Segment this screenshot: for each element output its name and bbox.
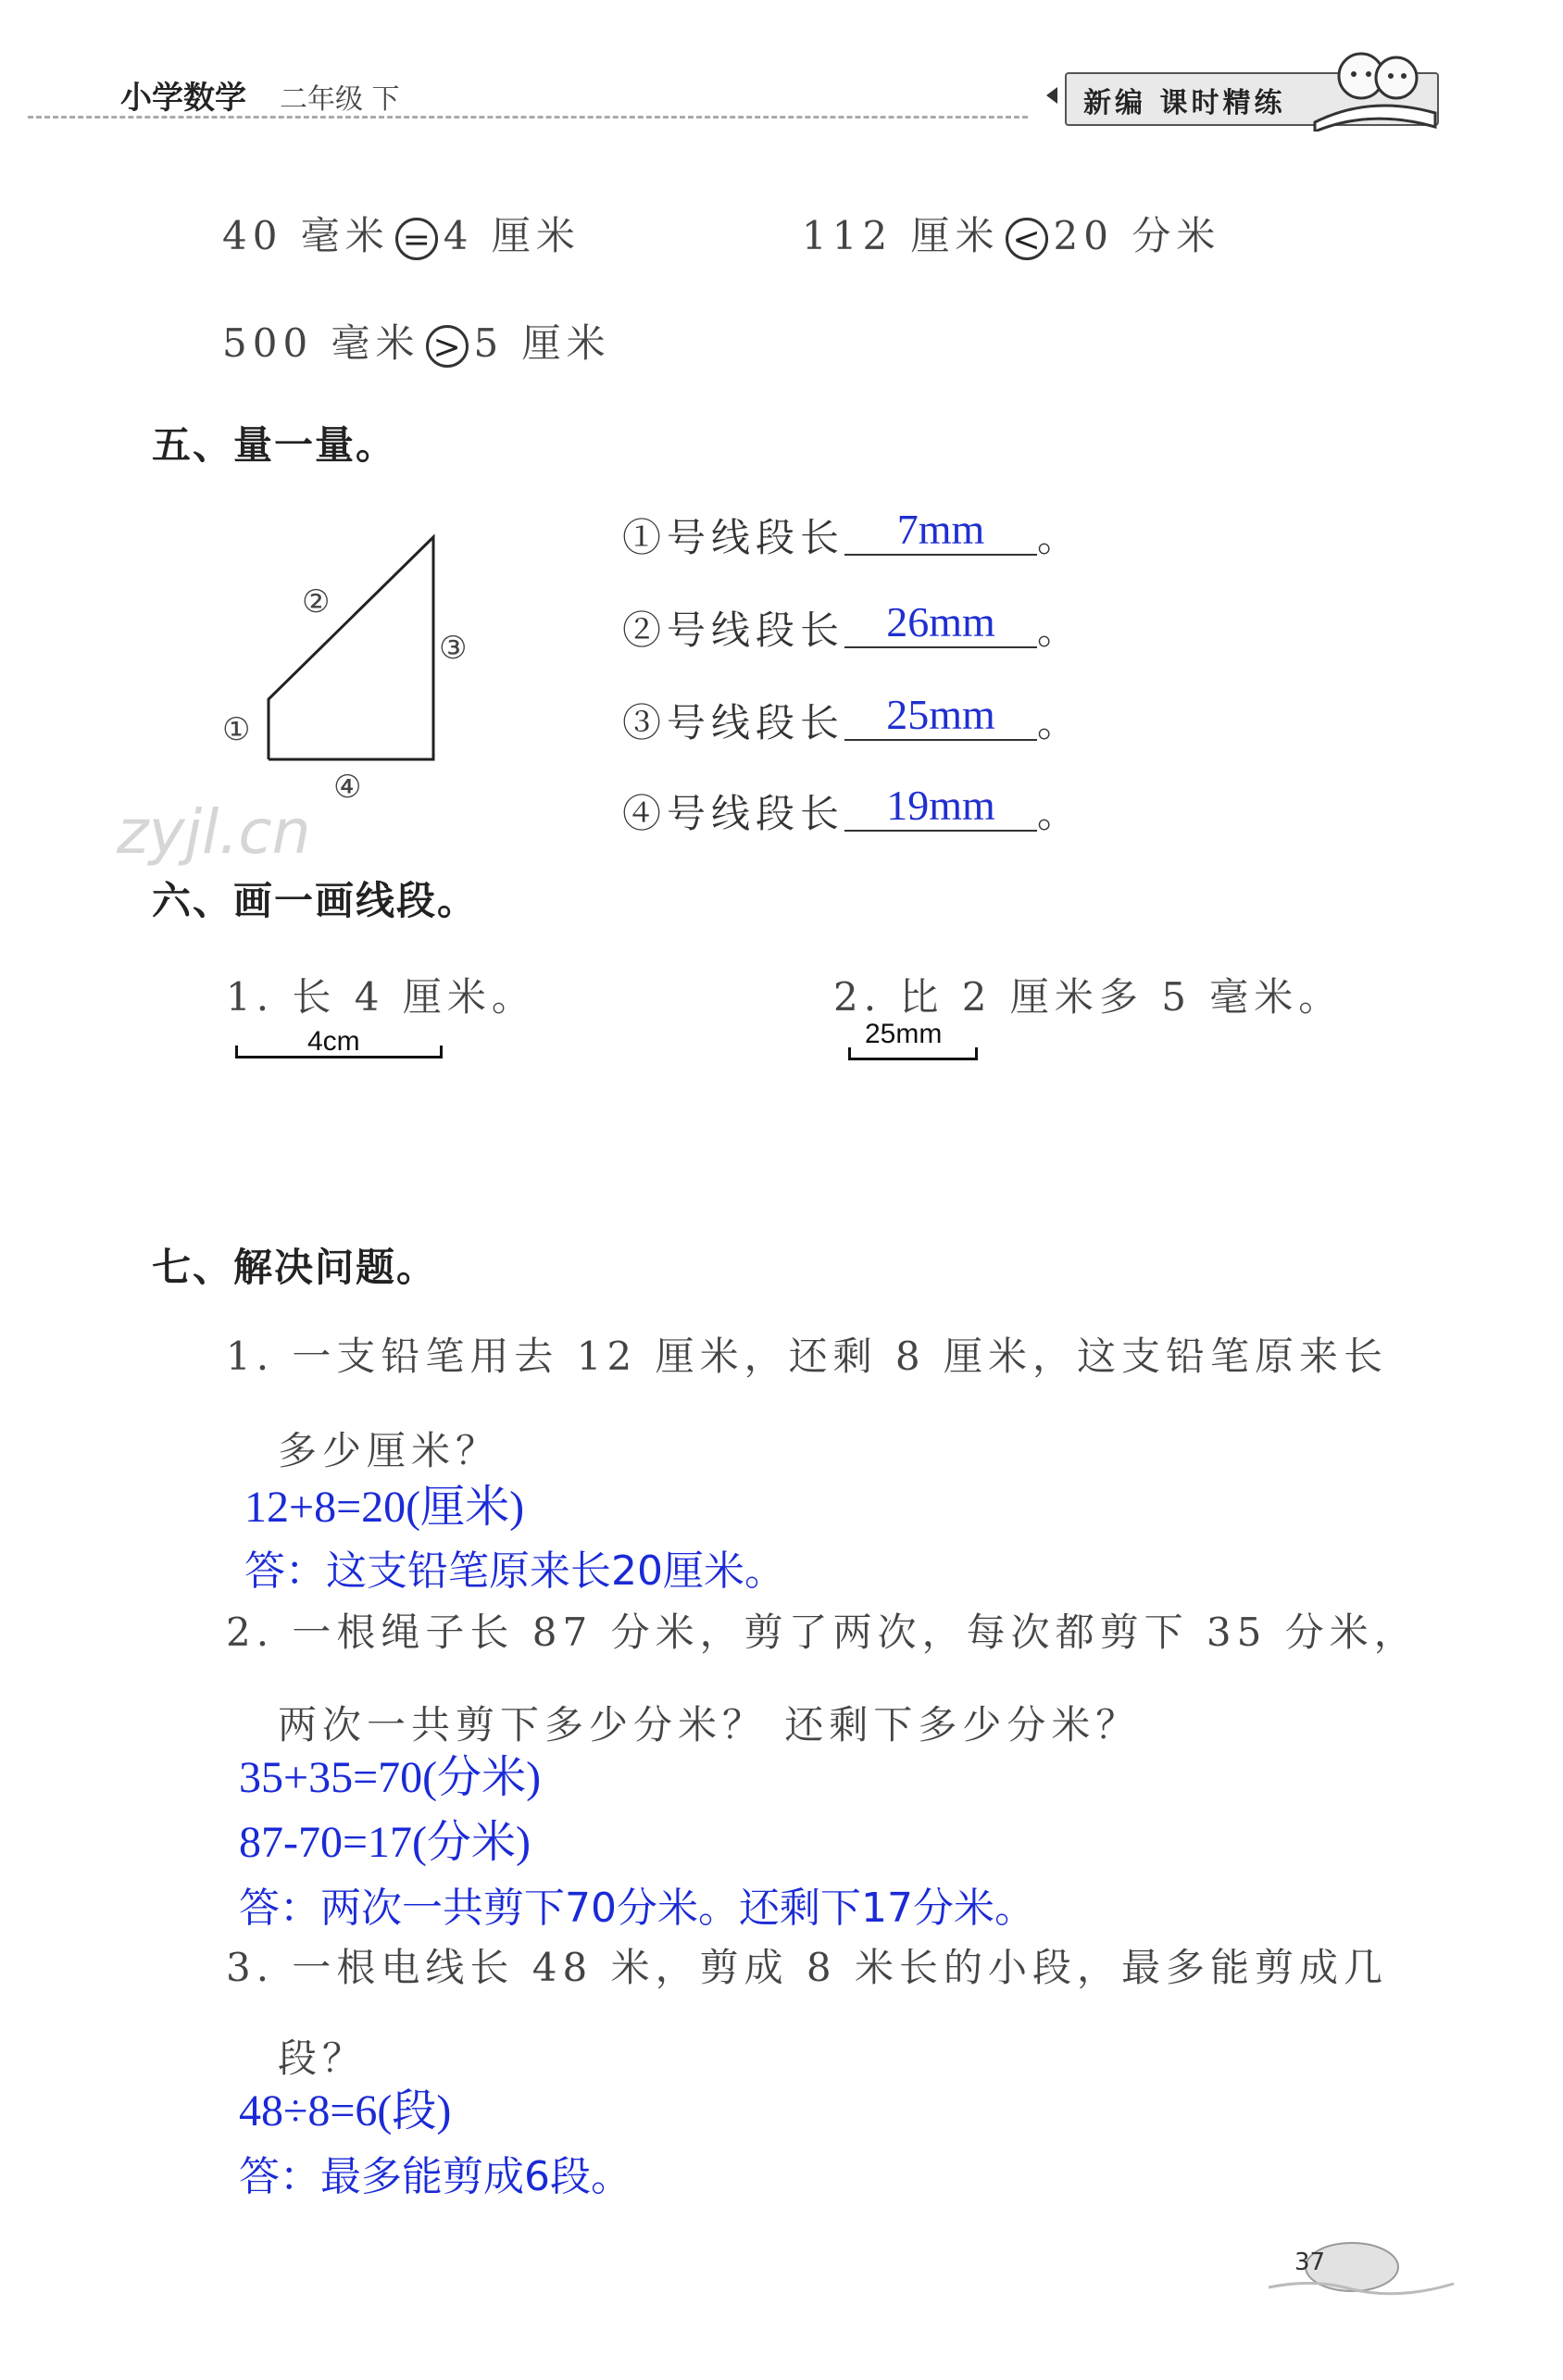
problem-1-text: 1. 一支铅笔用去 12 厘米，还剩 8 厘米，这支铅笔原来长	[226, 1334, 1388, 1379]
watermark: zyjl.cn	[117, 796, 311, 868]
segment-label-1: 4cm	[307, 1026, 360, 1057]
problem-2-equation-2: 87-70=17(分米)	[239, 1818, 531, 1867]
problem-1-text-cont: 多少厘米？	[278, 1428, 501, 1473]
header-series-badge	[1046, 67, 1454, 128]
section-7-title: 七、解决问题。	[152, 1245, 438, 1290]
figure-label-1: ①	[222, 711, 251, 748]
measure-item-1	[622, 507, 1082, 563]
compare-sign: <	[1006, 218, 1048, 260]
draw-question-1: 1. 长 4 厘米。	[226, 974, 536, 1020]
compare-left: 112 厘米	[802, 213, 1000, 258]
problem-2-answer: 答：两次一共剪下70分米。还剩下17分米。	[239, 1885, 1035, 1932]
measure-figure	[213, 519, 528, 815]
problem-3-equation: 48÷8=6(段)	[239, 2086, 452, 2136]
book-mascot-icon	[1306, 39, 1444, 132]
compare-row-1a	[222, 206, 581, 261]
compare-left: 500 毫米	[222, 320, 420, 366]
draw-question-2: 2. 比 2 厘米多 5 毫米。	[833, 974, 1344, 1020]
period: 。	[1037, 700, 1082, 745]
measure-prefix: ②号线段长	[622, 608, 845, 653]
period: 。	[1037, 515, 1082, 560]
segment-label-2: 25mm	[865, 1019, 943, 1049]
measure-item-4	[622, 783, 1082, 839]
drawn-segment-1	[235, 1046, 443, 1058]
compare-row-2	[222, 313, 611, 369]
compare-right: 5 厘米	[473, 320, 611, 366]
series-title: 新编 课时精练	[1083, 87, 1286, 119]
header-grade: 二年级 下	[280, 83, 400, 116]
problem-2-text: 2. 一根绳子长 87 分米，剪了两次，每次都剪下 35 分米，	[226, 1610, 1419, 1655]
compare-sign: >	[426, 325, 469, 368]
figure-label-2: ②	[302, 583, 331, 620]
header-divider	[28, 116, 1028, 119]
section-5-title: 五、量一量。	[152, 422, 397, 468]
problem-1-equation: 12+8=20(厘米)	[244, 1483, 525, 1532]
measure-answer: 25mm	[844, 690, 1037, 741]
measure-item-3	[622, 693, 1082, 748]
period: 。	[1037, 791, 1082, 836]
period: 。	[1037, 608, 1082, 653]
compare-sign: =	[395, 218, 438, 260]
header-subject: 小学数学 二年级 下	[120, 80, 400, 117]
measure-answer: 26mm	[844, 597, 1037, 648]
problem-3-text: 3. 一根电线长 48 米，剪成 8 米长的小段，最多能剪成几	[226, 1945, 1388, 1990]
page-number-decoration-icon	[1259, 2232, 1463, 2306]
problem-3-answer: 答：最多能剪成6段。	[239, 2153, 631, 2200]
section-6-title: 六、画一画线段。	[152, 878, 479, 923]
measure-answer: 7mm	[844, 505, 1037, 556]
compare-right: 20 分米	[1053, 213, 1221, 258]
problem-2-text-cont: 两次一共剪下多少分米？ 还剩下多少分米？	[278, 1702, 1141, 1747]
page-number: 37	[1294, 2248, 1326, 2276]
measure-prefix: ③号线段长	[622, 700, 845, 745]
measure-answer: 19mm	[844, 781, 1037, 832]
figure-label-3: ③	[439, 630, 468, 667]
compare-right: 4 厘米	[443, 213, 581, 258]
measure-item-2	[622, 600, 1082, 656]
measure-prefix: ④号线段长	[622, 791, 845, 836]
arrow-left-icon	[1046, 87, 1057, 104]
drawn-segment-2	[848, 1048, 978, 1060]
figure-label-4: ④	[333, 769, 362, 806]
problem-1-answer: 答：这支铅笔原来长20厘米。	[244, 1547, 785, 1595]
compare-left: 40 毫米	[222, 213, 390, 258]
compare-row-1b	[802, 206, 1220, 261]
measure-prefix: ①号线段长	[622, 515, 845, 560]
problem-2-equation-1: 35+35=70(分米)	[239, 1753, 542, 1802]
problem-3-text-cont: 段？	[278, 2036, 368, 2081]
